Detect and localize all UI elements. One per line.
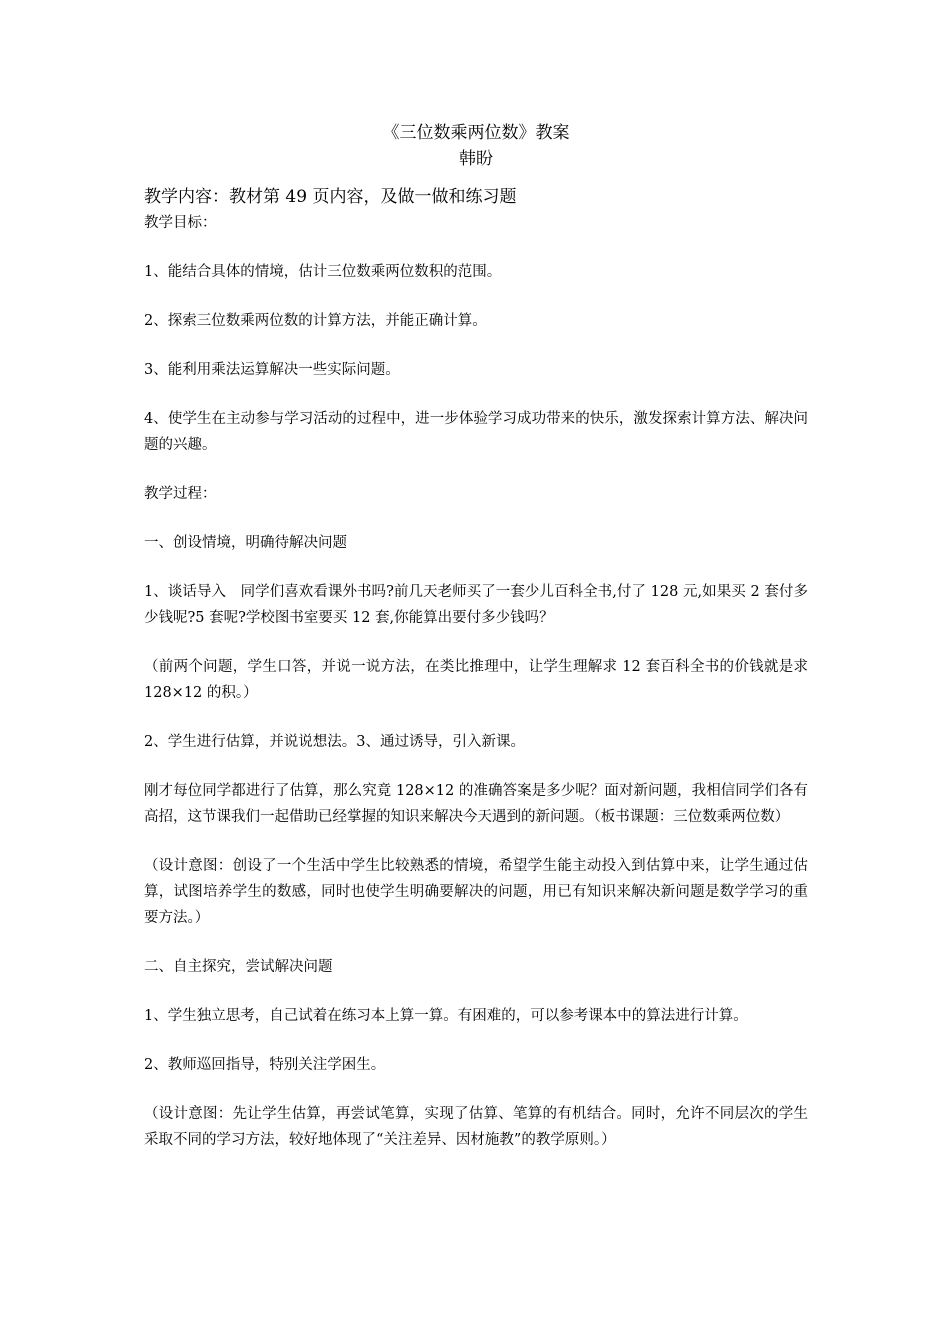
document-title: 《三位数乘两位数》教案	[382, 123, 570, 143]
section-1-step-1: 1、谈话导入 同学们喜欢看课外书吗?前几天老师买了一套少儿百科全书,付了 128 元,如果买 2 套付多少钱呢?5 套呢?学校图书室要买 12 套,你能算出要付多少钱吗？	[144, 584, 808, 626]
process-heading: 教学过程：	[144, 486, 217, 502]
teaching-goal-heading: 教学目标：	[144, 215, 217, 231]
section-2-step-2: 2、教师巡回指导，特别关注学困生。	[144, 1057, 386, 1073]
goal-item-2: 2、探索三位数乘两位数的计算方法，并能正确计算。	[144, 313, 487, 329]
section-1-note-1: （前两个问题，学生口答，并说一说方法，在类比推理中，让学生理解求 12 套百科全书的价钱就是求 128×12 的积。）	[144, 659, 808, 701]
section-1-transition: 刚才每位同学都进行了估算，那么究竟 128×12 的准确答案是多少呢？面对新问题，我相信同学们各有高招，这节课我们一起借助已经掌握的知识来解决今天遇到的新问题。（板书课题：三位数乘两位数）	[144, 783, 808, 825]
section-1-step-2: 2、学生进行估算，并说说想法。3、通过诱导，引入新课。	[144, 734, 525, 750]
goal-item-1: 1、能结合具体的情境，估计三位数乘两位数积的范围。	[144, 264, 502, 280]
goal-item-3: 3、能利用乘法运算解决一些实际问题。	[144, 362, 400, 378]
section-2-heading: 二、自主探究，尝试解决问题	[144, 959, 333, 975]
section-1-design-note: （设计意图：创设了一个生活中学生比较熟悉的情境，希望学生能主动投入到估算中来，让学生通过估算，试图培养学生的数感，同时也使学生明确要解决的问题，用已有知识来解决新问题是数学学习的重要方法。）	[144, 858, 808, 926]
document-author: 韩盼	[459, 149, 493, 169]
section-2-step-1: 1、学生独立思考，自己试着在练习本上算一算。有困难的，可以参考课本中的算法进行计算。	[144, 1008, 748, 1024]
goal-item-4: 4、使学生在主动参与学习活动的过程中，进一步体验学习成功带来的快乐，激发探索计算方法、解决问题的兴趣。	[144, 411, 808, 453]
section-2-design-note: （设计意图：先让学生估算，再尝试笔算，实现了估算、笔算的有机结合。同时，允许不同层次的学生采取不同的学习方法，较好地体现了“关注差异、因材施教”的教学原则。）	[144, 1106, 808, 1148]
teaching-content-line: 教学内容：教材第 49 页内容，及做一做和练习题	[144, 187, 517, 207]
document-page	[144, 120, 808, 1176]
section-1-heading: 一、创设情境，明确待解决问题	[144, 535, 347, 551]
